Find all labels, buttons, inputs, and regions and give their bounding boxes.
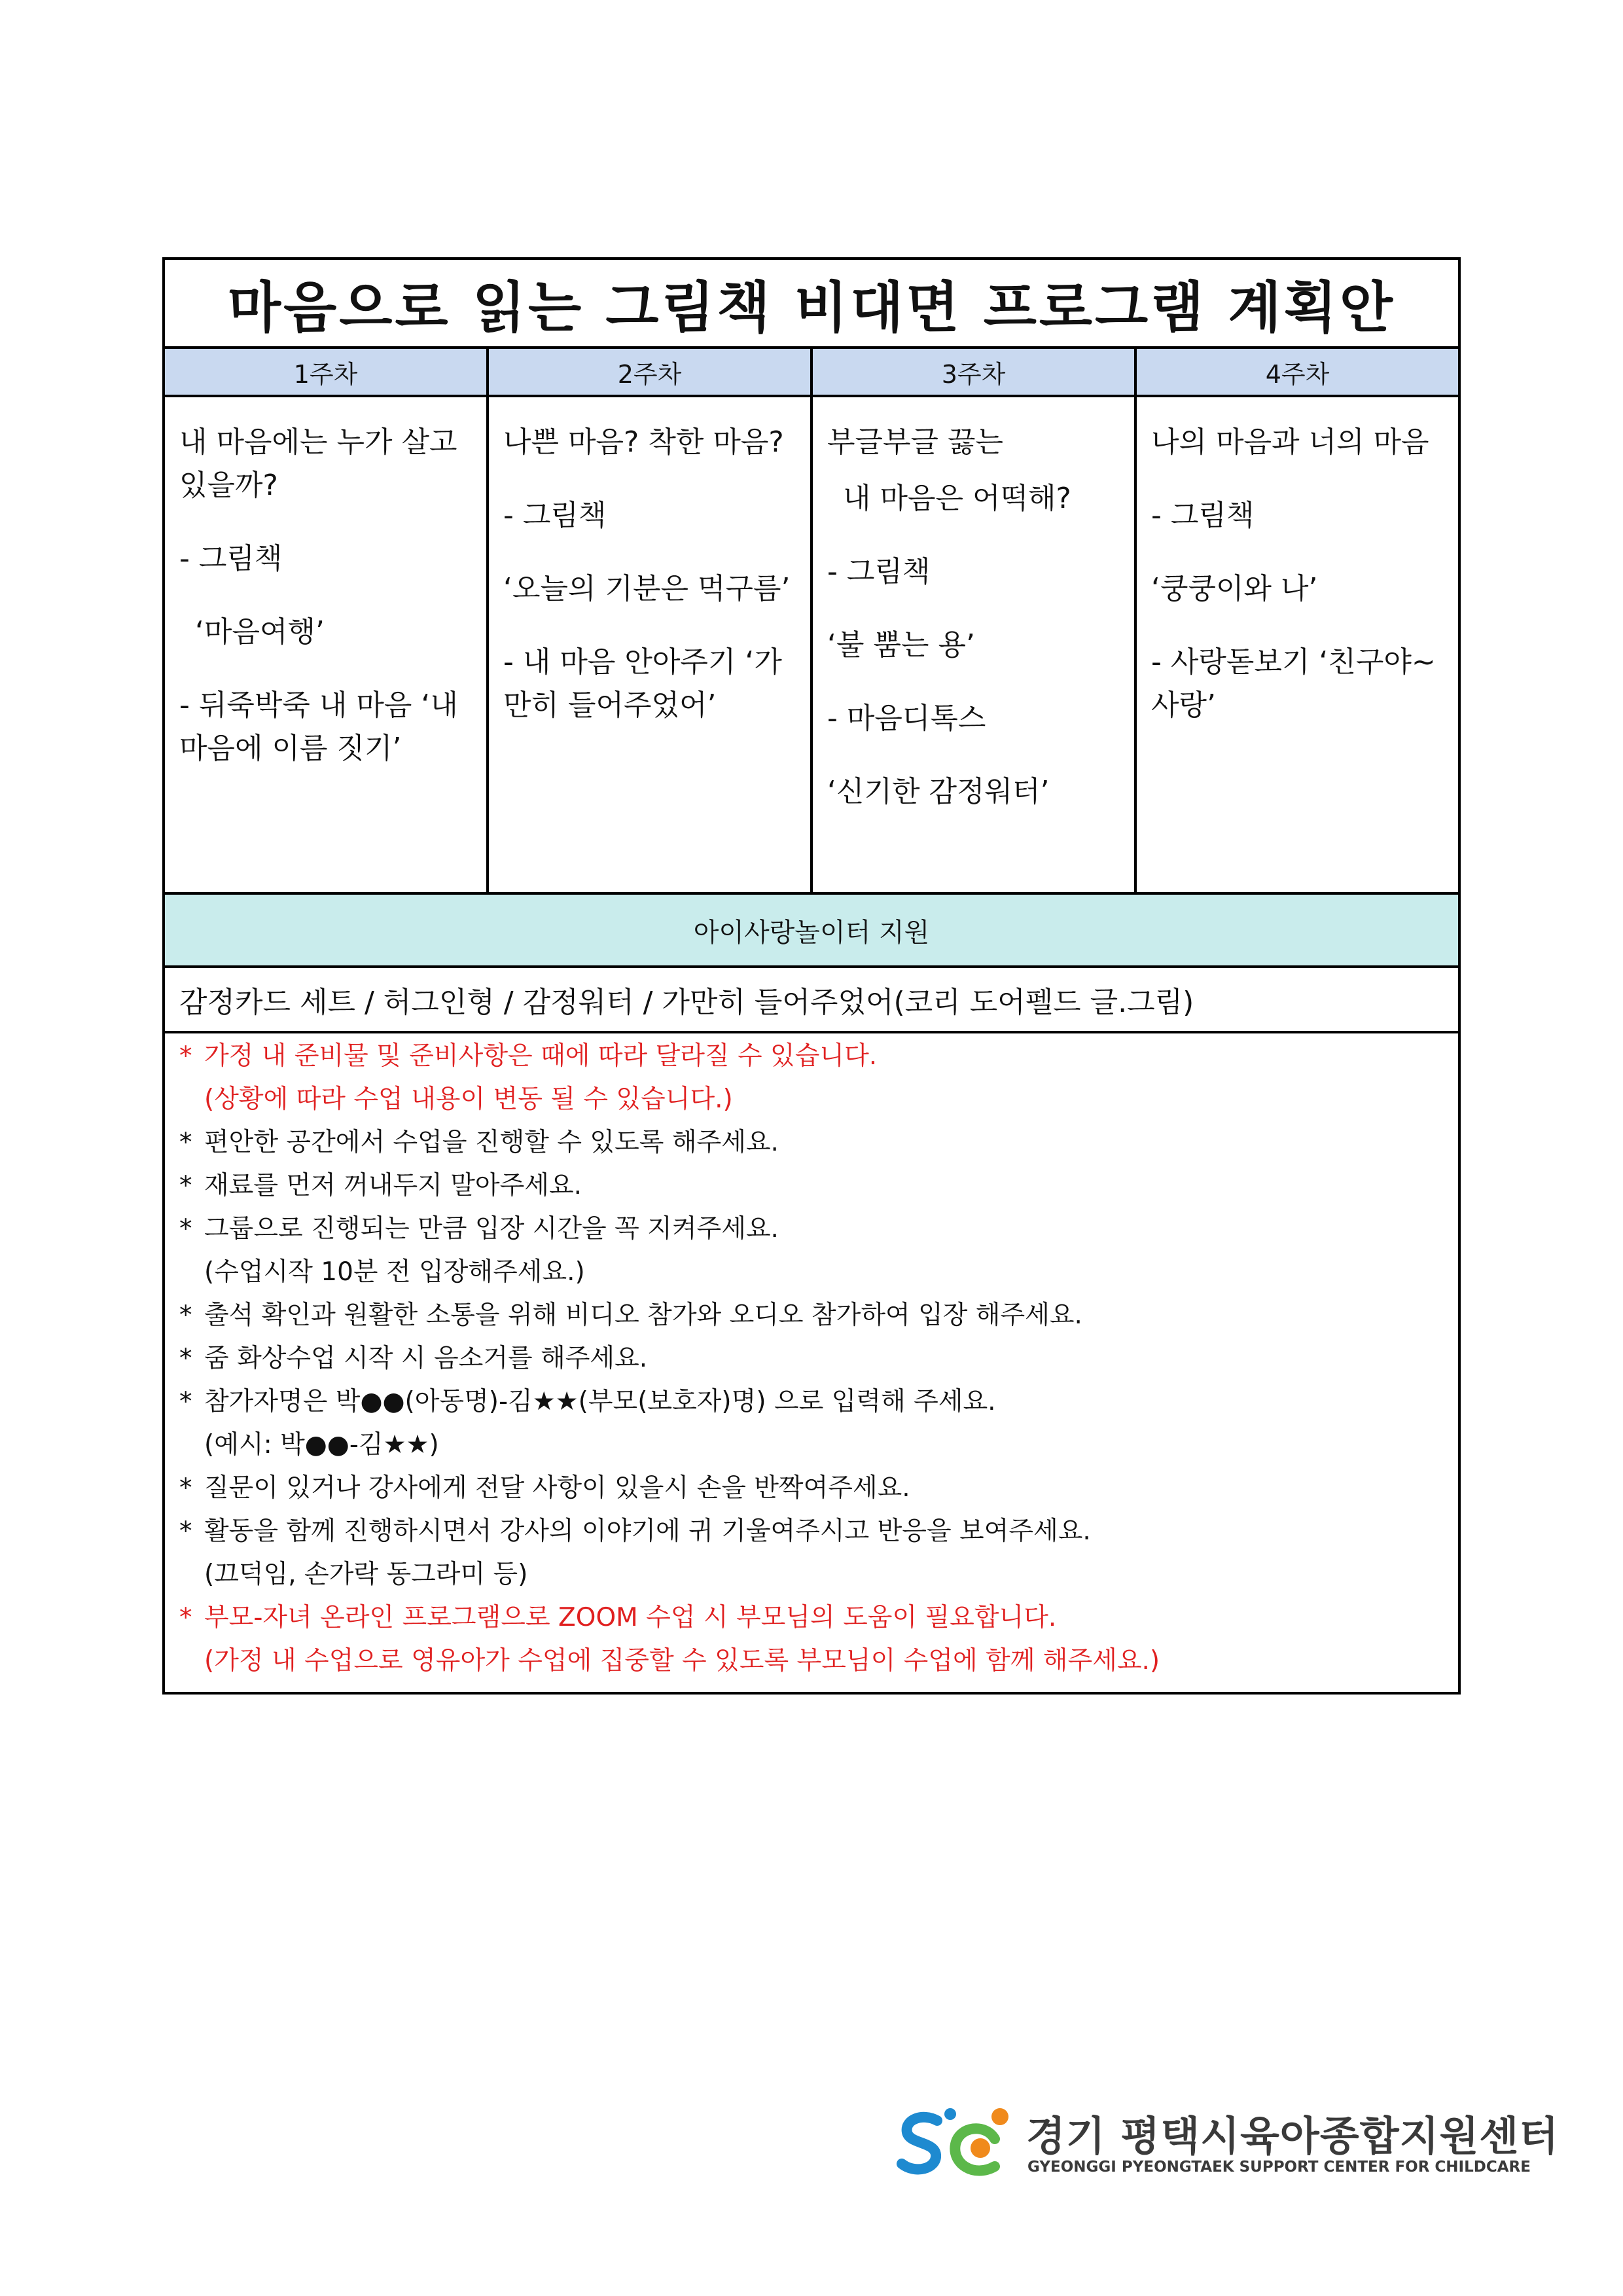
org-name-english: GYEONGGI PYEONGTAEK SUPPORT CENTER FOR CHILDCARE bbox=[1027, 2159, 1531, 2176]
note-text: (가정 내 수업으로 영유아가 수업에 집중할 수 있도록 부모님이 수업에 함께 해주세요.) bbox=[204, 1646, 1160, 1676]
week-4-content bbox=[1135, 396, 1459, 893]
week-2-picturebook-title: ‘오늘의 기분은 먹구름’ bbox=[503, 572, 791, 605]
week-3-picturebook-title: ‘불 뿜는 용’ bbox=[827, 628, 975, 662]
week-2-topic: 나쁜 마음? 착한 마음? bbox=[503, 425, 784, 459]
note-bullet: * bbox=[179, 1387, 192, 1416]
week-3-topic-line-1: 부글부글 끓는 bbox=[827, 425, 1004, 459]
note-bullet: * bbox=[179, 1516, 192, 1546]
note-text: (끄덕임, 손가락 동그라미 등) bbox=[204, 1560, 528, 1589]
note-text: 편안한 공간에서 수업을 진행할 수 있도록 해주세요. bbox=[204, 1128, 779, 1157]
note-line bbox=[179, 1380, 1448, 1424]
note-line bbox=[179, 1078, 1448, 1121]
week-4-picturebook-title: ‘쿵쿵이와 나’ bbox=[1151, 572, 1318, 605]
note-text: (예시: 박●●-김★★) bbox=[204, 1430, 439, 1460]
support-items: 감정카드 세트 / 허그인형 / 감정워터 / 가만히 들어주었어(코리 도어펠드 글.그림) bbox=[164, 967, 1459, 1032]
note-bullet: * bbox=[179, 1171, 192, 1200]
note-line bbox=[179, 1467, 1448, 1510]
note-line bbox=[179, 1251, 1448, 1294]
note-text: 가정 내 준비물 및 준비사항은 때에 따라 달라질 수 있습니다. bbox=[204, 1041, 878, 1071]
note-bullet: * bbox=[179, 1128, 192, 1157]
org-name-korean: 경기 평택시육아종합지원센터 bbox=[1026, 2112, 1560, 2160]
note-line bbox=[179, 1294, 1448, 1337]
note-text: 출석 확인과 원활한 소통을 위해 비디오 참가와 오디오 참가하여 입장 해주세요. bbox=[204, 1300, 1082, 1330]
week-2-header: 2주차 bbox=[488, 348, 812, 396]
week-3-activity-label: - 마음디톡스 bbox=[827, 702, 986, 735]
program-plan-table bbox=[162, 257, 1461, 1695]
week-1-header: 1주차 bbox=[164, 348, 488, 396]
note-bullet: * bbox=[179, 1214, 192, 1244]
week-3-header: 3주차 bbox=[812, 348, 1135, 396]
notes-list bbox=[179, 1035, 1448, 1683]
note-text: 질문이 있거나 강사에게 전달 사항이 있을시 손을 반짝여주세요. bbox=[204, 1473, 910, 1503]
week-3-content bbox=[812, 396, 1135, 893]
note-bullet: * bbox=[179, 1344, 192, 1373]
footer-logo bbox=[897, 2101, 1560, 2186]
week-1-activity: - 뒤죽박죽 내 마음 ‘내 마음에 이름 짓기’ bbox=[179, 689, 458, 765]
note-text: 참가자명은 박●●(아동명)-김★★(부모(보호자)명) 으로 입력해 주세요. bbox=[204, 1387, 996, 1416]
note-line bbox=[179, 1337, 1448, 1380]
week-1-content bbox=[164, 396, 488, 893]
document-title: 마음으로 읽는 그림책 비대면 프로그램 계획안 bbox=[164, 259, 1459, 348]
week-1-picturebook-label: - 그림책 bbox=[179, 542, 283, 575]
note-text: (수업시작 10분 전 입장해주세요.) bbox=[204, 1257, 585, 1287]
week-2-picturebook-label: - 그림책 bbox=[503, 499, 607, 532]
week-4-picturebook-label: - 그림책 bbox=[1151, 499, 1255, 532]
week-4-header: 4주차 bbox=[1135, 348, 1459, 396]
note-line bbox=[179, 1424, 1448, 1467]
note-text: 줌 화상수업 시작 시 음소거를 해주세요. bbox=[204, 1344, 648, 1373]
childcare-center-logo-icon bbox=[897, 2101, 1014, 2186]
week-3-topic-line-2: 내 마음은 어떡해? bbox=[843, 482, 1071, 515]
week-4-topic: 나의 마음과 너의 마음 bbox=[1151, 425, 1429, 459]
support-heading: 아이사랑놀이터 지원 bbox=[164, 893, 1459, 967]
week-2-content bbox=[488, 396, 812, 893]
note-line bbox=[179, 1035, 1448, 1078]
week-4-activity: - 사랑돋보기 ‘친구야~사랑’ bbox=[1151, 645, 1436, 722]
note-line bbox=[179, 1596, 1448, 1640]
note-text: 부모-자녀 온라인 프로그램으로 ZOOM 수업 시 부모님의 도움이 필요합니다. bbox=[204, 1603, 1057, 1632]
note-bullet: * bbox=[179, 1473, 192, 1503]
week-1-topic: 내 마음에는 누가 살고 있을까? bbox=[179, 425, 457, 502]
week-3-activity-title: ‘신기한 감정워터’ bbox=[827, 775, 1050, 808]
note-bullet: * bbox=[179, 1603, 192, 1632]
note-bullet: * bbox=[179, 1041, 192, 1071]
note-line bbox=[179, 1208, 1448, 1251]
note-line bbox=[179, 1640, 1448, 1683]
note-text: 재료를 먼저 꺼내두지 말아주세요. bbox=[204, 1171, 582, 1200]
note-text: (상황에 따라 수업 내용이 변동 될 수 있습니다.) bbox=[204, 1085, 733, 1114]
week-3-picturebook-label: - 그림책 bbox=[827, 555, 931, 588]
note-text: 그룹으로 진행되는 만큼 입장 시간을 꼭 지켜주세요. bbox=[204, 1214, 779, 1244]
note-line bbox=[179, 1164, 1448, 1208]
note-text: 활동을 함께 진행하시면서 강사의 이야기에 귀 기울여주시고 반응을 보여주세요. bbox=[204, 1516, 1091, 1546]
note-bullet: * bbox=[179, 1300, 192, 1330]
note-line bbox=[179, 1510, 1448, 1553]
note-line bbox=[179, 1121, 1448, 1164]
week-2-activity: - 내 마음 안아주기 ‘가만히 들어주었어’ bbox=[503, 645, 782, 722]
notes-section bbox=[164, 1032, 1459, 1693]
week-1-picturebook-title: ‘마음여행’ bbox=[195, 615, 325, 649]
note-line bbox=[179, 1553, 1448, 1596]
